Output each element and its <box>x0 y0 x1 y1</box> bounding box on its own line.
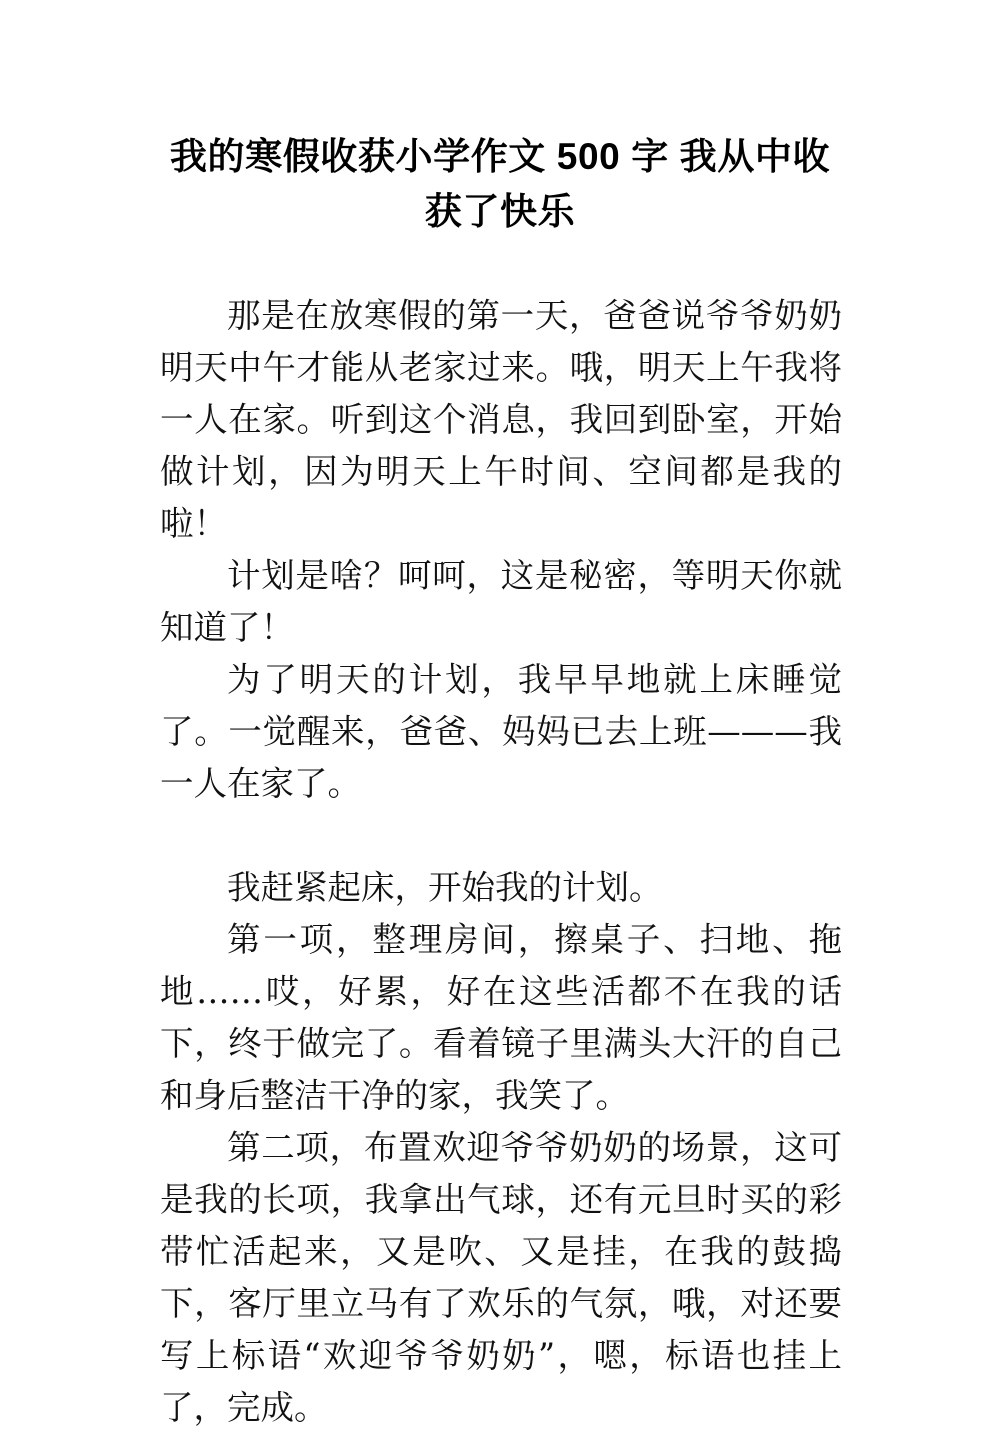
body-paragraph: 为了明天的计划，我早早地就上床睡觉了。一觉醒来，爸爸、妈妈已去上班———我一人在家了。 <box>160 660 842 803</box>
body-paragraph: 第一项，整理房间，擦桌子、扫地、拖地……哎，好累，好在这些活都不在我的话下，终于做完了。看着镜子里满头大汗的自己和身后整洁干净的家，我笑了。 <box>160 920 842 1115</box>
document-body <box>160 290 842 1434</box>
body-paragraph: 那是在放寒假的第一天，爸爸说爷爷奶奶明天中午才能从老家过来。哦，明天上午我将一人在家。听到这个消息，我回到卧室，开始做计划，因为明天上午时间、空间都是我的啦！ <box>160 296 842 543</box>
body-paragraph: 我赶紧起床，开始我的计划。 <box>227 868 663 907</box>
body-paragraph: 计划是啥？呵呵，这是秘密，等明天你就知道了！ <box>160 556 842 647</box>
body-paragraph: 第二项，布置欢迎爷爷奶奶的场景，这可是我的长项，我拿出气球，还有元旦时买的彩带忙活起来，又是吹、又是挂，在我的鼓捣下，客厅里立马有了欢乐的气氛，哦，对还要写上标语“欢迎爷爷奶奶”，嗯，标语也挂上了，完成。 <box>160 1128 842 1427</box>
page-title: 我的寒假收获小学作文 500 字 我从中收获了快乐 <box>169 135 831 233</box>
